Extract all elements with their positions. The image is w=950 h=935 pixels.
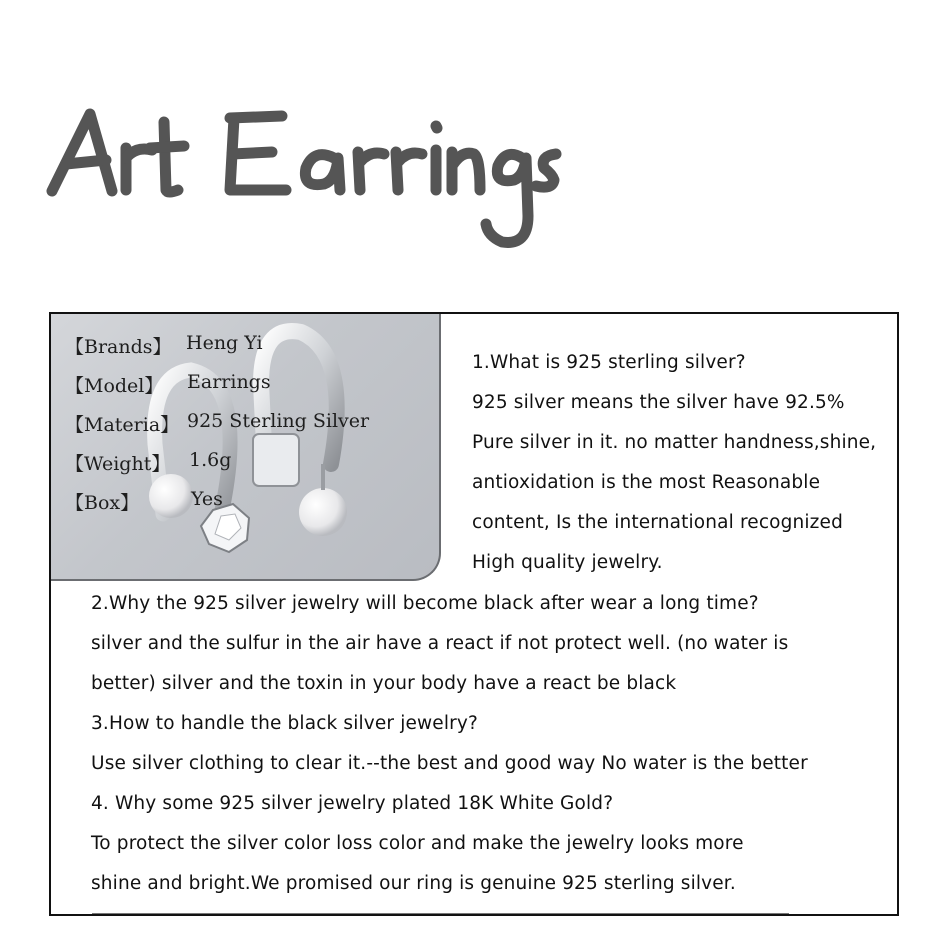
faq-answer-line: Pure silver in it. no matter handness,shine, (472, 432, 877, 453)
faq-question-1: 1.What is 925 sterling silver? (472, 352, 746, 373)
spec-value: Earrings (187, 371, 271, 393)
faq-answer-line: High quality jewelry. (472, 552, 663, 573)
spec-label: 【Model】 (65, 375, 164, 397)
spec-value: 1.6g (189, 449, 232, 471)
spec-value: 925 Sterling Silver (187, 410, 370, 432)
faq-answer-line: content, Is the international recognized (472, 512, 843, 533)
spec-value: Heng Yi (186, 332, 263, 354)
faq-answer-line: shine and bright.We promised our ring is genuine 925 sterling silver. (91, 873, 736, 894)
spec-label: 【Weight】 (65, 453, 171, 475)
faq-answer-line: antioxidation is the most Reasonable (472, 472, 821, 493)
faq-question-4: 4. Why some 925 silver jewelry plated 18K White Gold? (91, 793, 614, 814)
faq-answer-line: To protect the silver color loss color and make the jewelry looks more (91, 833, 744, 854)
faq-answer-line: 925 silver means the silver have 92.5% (472, 392, 845, 413)
text-underline (92, 913, 789, 914)
title-lettering (44, 86, 644, 266)
faq-question-3: 3.How to handle the black silver jewelry? (91, 713, 478, 734)
product-photo (51, 314, 441, 581)
page-title (44, 86, 644, 266)
faq-answer-line: Use silver clothing to clear it.--the best and good way No water is the better (91, 753, 808, 774)
spec-value: Yes (191, 488, 223, 510)
faq-answer-line: better) silver and the toxin in your body have a react be black (91, 673, 677, 694)
spec-label: 【Box】 (65, 492, 140, 514)
spec-label: 【Materia】 (65, 414, 180, 436)
spec-label: 【Brands】 (65, 336, 172, 358)
faq-question-2: 2.Why the 925 silver jewelry will become black after wear a long time? (91, 593, 759, 614)
faq-answer-line: silver and the sulfur in the air have a react if not protect well. (no water is (91, 633, 789, 654)
